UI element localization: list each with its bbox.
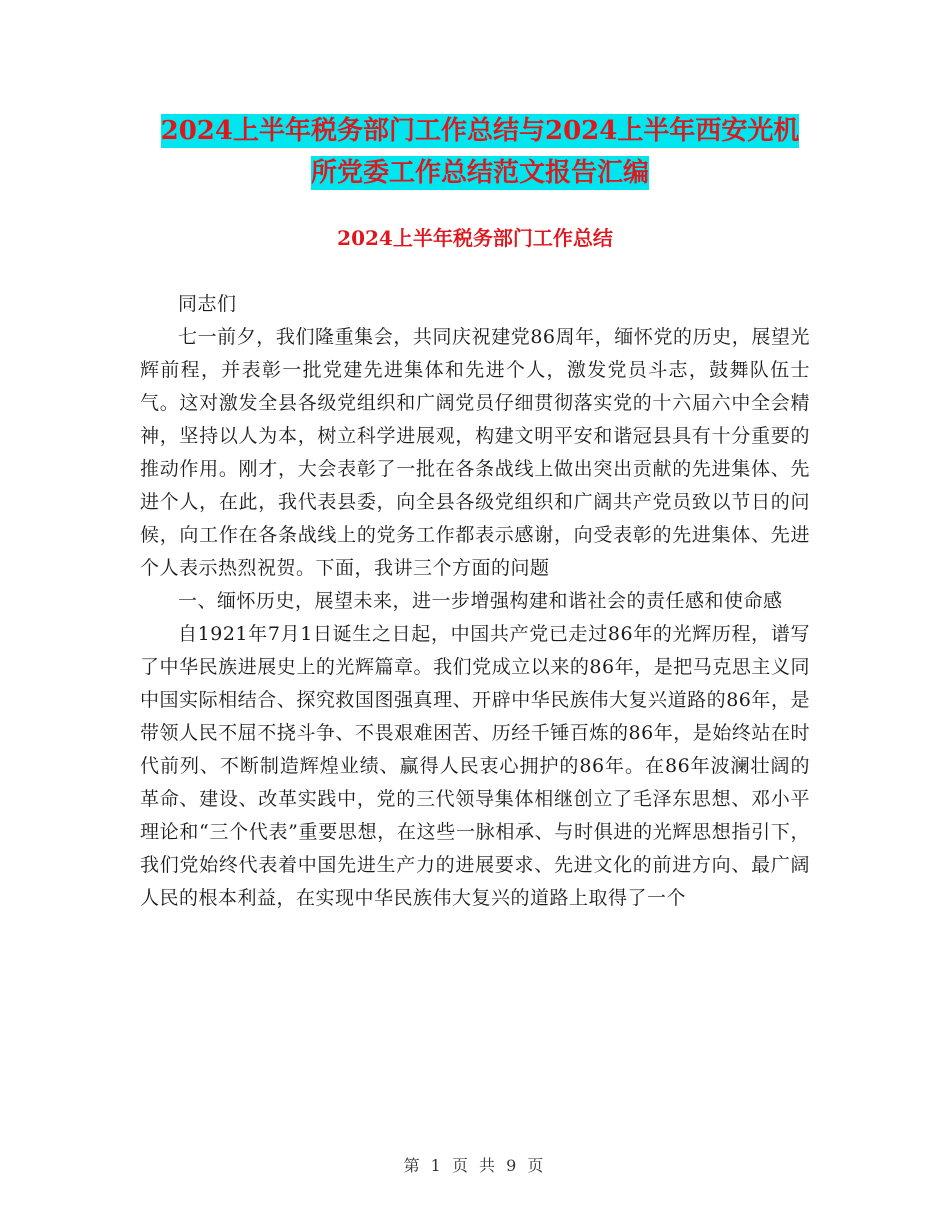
document-title-line-2: 所党委工作总结范文报告汇编: [310, 158, 649, 188]
section-title: 2024上半年税务部门工作总结: [337, 226, 613, 250]
greeting-paragraph: 同志们: [178, 293, 237, 315]
page-number-footer: 第 1 页 共 9 页: [403, 1156, 547, 1175]
document-title: [130, 110, 830, 194]
document-title-line-1: 2024上半年税务部门工作总结与2024上半年西安光机: [160, 116, 800, 146]
body-paragraph: 七一前夕，我们隆重集会，共同庆祝建党86周年，缅怀党的历史，展望光辉前程，并表彰一批党建先进集体和先进个人，激发党员斗志，鼓舞队伍士气。这对激发全县各级党组织和广阔党员仔细贯彻落实党的十六届六中全会精神，坚持以人为本，树立科学进展观，构建文明平安和谐冠县具有十分重要的推动作用。刚才，大会表彰了一批在各条战线上做出突出贡献的先进集体、先进个人，在此，我代表县委，向全县各级党组织和广阔共产党员致以节日的问候，向工作在各条战线上的党务工作都表示感谢，向受表彰的先进集体、先进个人表示热烈祝贺。下面，我讲三个方面的问题: [140, 326, 810, 579]
document-body: [140, 288, 810, 915]
body-paragraph: 自1921年7月1日诞生之日起，中国共产党已走过86年的光辉历程，谱写了中华民族进展史上的光辉篇章。我们党成立以来的86年，是把马克思主义同中国实际相结合、探究救国图强真理、开辟中华民族伟大复兴道路的86年，是带领人民不屈不挠斗争、不畏艰难困苦、历经千锤百炼的86年，是始终站在时代前列、不断制造辉煌业绩、赢得人民衷心拥护的86年。在86年波澜壮阔的革命、建设、改革实践中，党的三代领导集体相继创立了毛泽东思想、邓小平理论和“三个代表”重要思想，在这些一脉相承、与时俱进的光辉思想指引下，我们党始终代表着中国先进生产力的进展要求、先进文化的前进方向、最广阔人民的根本利益，在实现中华民族伟大复兴的道路上取得了一个: [140, 623, 810, 909]
heading-paragraph: 一、缅怀历史，展望未来，进一步增强构建和谐社会的责任感和使命感: [178, 590, 783, 612]
